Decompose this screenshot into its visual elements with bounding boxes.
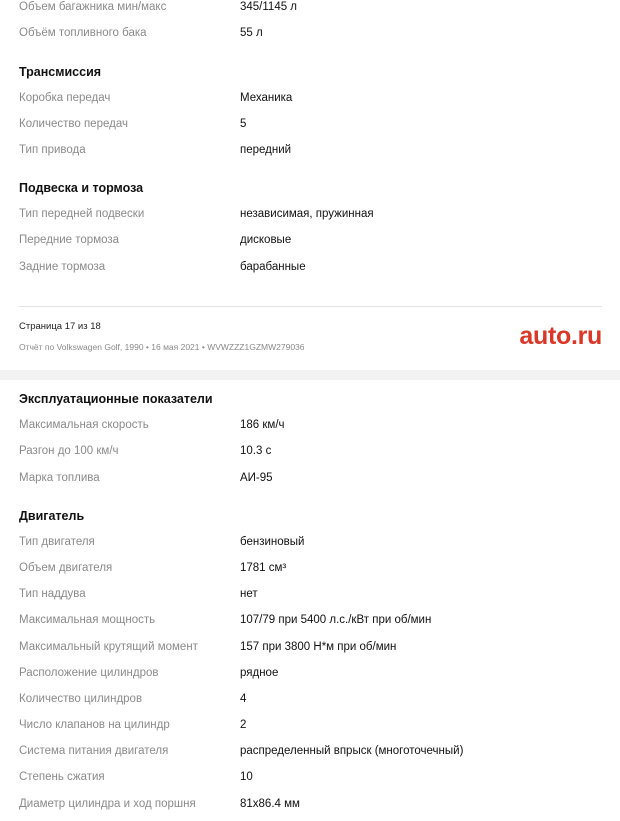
spec-label: Марка топлива — [19, 472, 100, 484]
spec-row — [19, 767, 610, 787]
spec-value: 2 — [240, 719, 247, 731]
spec-value: рядное — [240, 667, 279, 679]
report-page-17 — [0, 0, 620, 372]
spec-row — [19, 558, 610, 578]
spec-label: Тип двигателя — [19, 536, 95, 548]
page-separator — [0, 370, 620, 380]
spec-row — [19, 441, 610, 461]
auto-ru-logo: auto.ru — [519, 322, 602, 350]
spec-label: Тип передней подвески — [19, 208, 145, 220]
spec-value: барабанные — [240, 261, 306, 273]
report-info: Отчёт по Volkswagen Golf, 1990 • 16 мая 2021 • WVWZZZ1GZMW279036 — [19, 342, 305, 352]
spec-label: Коробка передач — [19, 92, 111, 104]
spec-value: 345/1145 л — [240, 1, 298, 13]
spec-label: Расположение цилиндров — [19, 667, 159, 679]
spec-row — [19, 584, 610, 604]
spec-row — [19, 114, 610, 134]
spec-row — [19, 468, 610, 488]
spec-label: Максимальный крутящий момент — [19, 641, 198, 653]
spec-label: Объём топливного бака — [19, 27, 147, 39]
spec-value: независимая, пружинная — [240, 208, 374, 220]
spec-label: Степень сжатия — [19, 771, 105, 783]
spec-label: Объем двигателя — [19, 562, 113, 574]
spec-row — [19, 741, 610, 761]
spec-row — [19, 415, 610, 435]
spec-label: Количество передач — [19, 118, 128, 130]
spec-label: Максимальная мощность — [19, 614, 156, 626]
spec-label: Количество цилиндров — [19, 693, 143, 705]
spec-label: Объем багажника мин/макс — [19, 1, 167, 13]
spec-value: 81x86.4 мм — [240, 798, 300, 810]
spec-row — [19, 637, 610, 657]
spec-label: Тип наддува — [19, 588, 86, 600]
spec-value: 4 — [240, 693, 247, 705]
spec-label: Диаметр цилиндра и ход поршня — [19, 798, 196, 810]
spec-label: Тип привода — [19, 144, 86, 156]
spec-row — [19, 204, 610, 224]
spec-value: нет — [240, 588, 258, 600]
spec-row — [19, 715, 610, 735]
spec-value: 5 — [240, 118, 247, 130]
spec-row — [19, 663, 610, 683]
spec-value: 107/79 при 5400 л.с./кВт при об/мин — [240, 614, 432, 626]
spec-row — [19, 140, 610, 160]
spec-label: Задние тормоза — [19, 261, 106, 273]
section-title-transmission: Трансмиссия — [19, 65, 102, 79]
spec-value: 186 км/ч — [240, 419, 285, 431]
spec-row — [19, 230, 610, 250]
spec-label: Разгон до 100 км/ч — [19, 445, 119, 457]
spec-row — [19, 689, 610, 709]
section-title-performance: Эксплуатационные показатели — [19, 392, 213, 406]
section-title-suspension: Подвеска и тормоза — [19, 181, 144, 195]
spec-value: АИ-95 — [240, 472, 273, 484]
spec-value: дисковые — [240, 234, 292, 246]
page-number: Страница 17 из 18 — [19, 321, 101, 332]
spec-row — [19, 257, 610, 277]
spec-value: бензиновый — [240, 536, 305, 548]
spec-row — [19, 532, 610, 552]
spec-value: 1781 см³ — [240, 562, 287, 574]
spec-value: 55 л — [240, 27, 263, 39]
spec-value: Механика — [240, 92, 293, 104]
section-title-engine: Двигатель — [19, 509, 85, 523]
spec-value: 10 — [240, 771, 253, 783]
spec-row — [19, 610, 610, 630]
spec-row — [19, 0, 610, 17]
spec-value: распределенный впрыск (многоточечный) — [240, 745, 464, 757]
spec-label: Максимальная скорость — [19, 419, 149, 431]
spec-label: Передние тормоза — [19, 234, 120, 246]
report-page-18 — [0, 380, 620, 821]
footer-divider — [19, 306, 602, 307]
spec-row — [19, 23, 610, 43]
spec-label: Число клапанов на цилиндр — [19, 719, 170, 731]
spec-value: передний — [240, 144, 292, 156]
spec-row — [19, 88, 610, 108]
spec-value: 10.3 с — [240, 445, 272, 457]
spec-row — [19, 794, 610, 814]
spec-label: Система питания двигателя — [19, 745, 169, 757]
spec-value: 157 при 3800 Н*м при об/мин — [240, 641, 397, 653]
